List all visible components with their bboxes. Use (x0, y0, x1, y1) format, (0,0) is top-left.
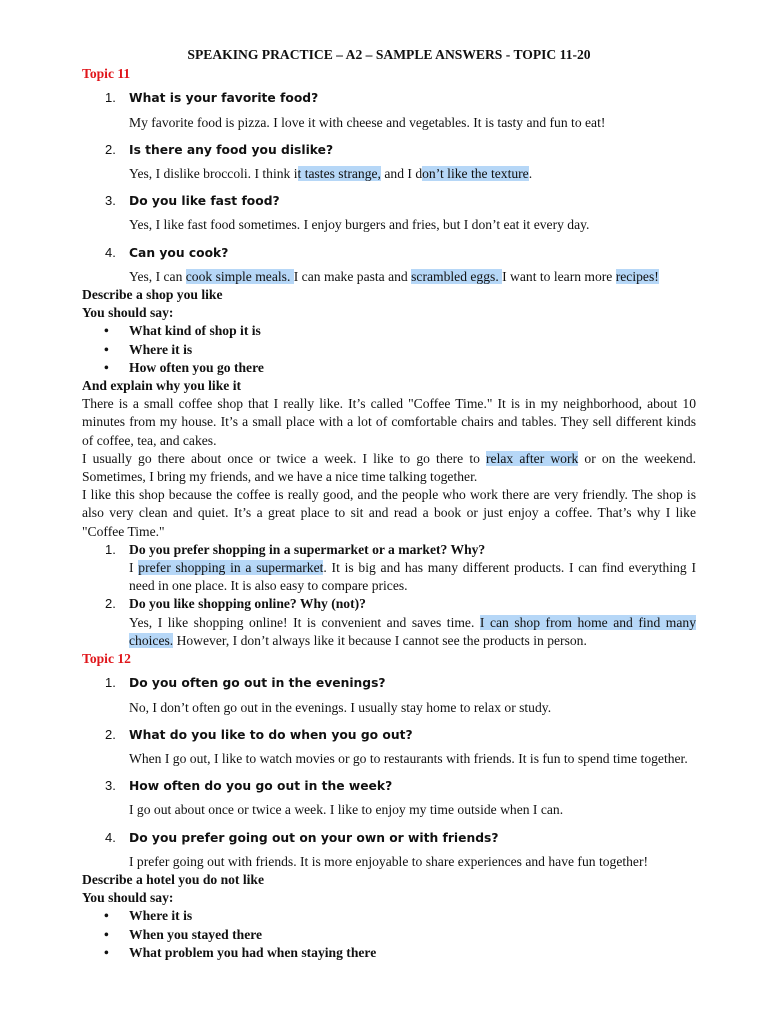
question-number: 4. (105, 244, 116, 260)
question-item (82, 829, 696, 847)
highlight: scrambled eggs. (411, 268, 503, 284)
bullet-item: • How often you go there (104, 359, 264, 375)
topic-12-heading: Topic 12 (82, 651, 131, 667)
question-item (82, 674, 696, 692)
cue-card-explain: And explain why you like it (82, 378, 242, 394)
bullet-item: • Where it is (104, 908, 193, 924)
highlight: recipes! (615, 268, 659, 284)
bullet-item: • When you stayed there (104, 926, 263, 942)
cue-card-heading: Describe a hotel you do not like (82, 871, 265, 887)
highlight: cook simple meals. (185, 268, 294, 284)
answer-text: I prefer going out with friends. It is more enjoyable to share experiences and have fun together! (129, 853, 649, 869)
question-item (82, 726, 696, 744)
paragraph: There is a small coffee shop that I really like. It’s called "Coffee Time." It is in my neighborhood, about 10 minutes from my house. It’s a small place with a lot of comfortable chairs and tables. They sell different kinds of coffee, tea, and cakes. (82, 396, 696, 448)
question-number: 2. (105, 726, 116, 742)
question-text: Is there any food you dislike? (129, 142, 334, 157)
question-number: 2. (105, 141, 116, 157)
topic-11-heading: Topic 11 (82, 66, 131, 82)
question-text: What do you like to do when you go out? (129, 727, 413, 742)
question-text: Do you like shopping online? Why (not)? (129, 596, 366, 612)
answer-text: I prefer shopping in a supermarket. It is big and has many different products. I can find everything I need in one place. It is also easy to compare prices. (129, 560, 696, 594)
answer-text: Yes, I like fast food sometimes. I enjoy burgers and fries, but I don’t eat it every day. (129, 217, 590, 233)
bullet-item: • What problem you had when staying there (104, 944, 377, 960)
answer-text: No, I don’t often go out in the evenings. I usually stay home to relax or study. (129, 699, 552, 715)
question-number: 3. (105, 778, 116, 794)
question-number: 4. (105, 829, 116, 845)
bullet-item: • Where it is (104, 341, 193, 357)
question-text: Do you like fast food? (129, 194, 280, 209)
followup-question (82, 595, 696, 613)
question-item (82, 192, 696, 210)
question-item (82, 244, 696, 262)
question-text: Can you cook? (129, 245, 229, 260)
highlight: t tastes strange, (297, 166, 381, 182)
question-text: Do you often go out in the evenings? (129, 676, 386, 691)
answer-text: Yes, I can cook simple meals. I can make pasta and scrambled eggs. I want to learn more recipes! (129, 268, 659, 284)
question-text: Do you prefer shopping in a supermarket or a market? Why? (129, 541, 486, 557)
highlight: on’t like the texture (422, 166, 529, 182)
cue-card-heading: Describe a shop you like (82, 287, 223, 303)
highlight: prefer shopping in a supermarket (138, 560, 324, 576)
followup-question (82, 541, 696, 559)
question-number: 1. (105, 541, 116, 557)
answer-text: Yes, I dislike broccoli. I think it tastes strange, and I don’t like the texture. (129, 166, 533, 182)
page-title: SPEAKING PRACTICE – A2 – SAMPLE ANSWERS - TOPIC 11-20 (187, 47, 591, 62)
bullet-item: • What kind of shop it is (104, 323, 261, 339)
question-text: What is your favorite food? (129, 91, 319, 106)
answer-text: Yes, I like shopping online! It is convenient and saves time. I can shop from home and find many choices. However, I don’t always like it because I cannot see the products in person. (129, 614, 697, 648)
question-number: 3. (105, 193, 116, 209)
answer-text: When I go out, I like to watch movies or go to restaurants with friends. It is fun to spend time together. (129, 750, 688, 766)
question-number: 2. (105, 596, 116, 612)
question-item (82, 777, 696, 795)
question-item (82, 89, 696, 107)
paragraph: I like this shop because the coffee is really good, and the people who work there are very friendly. The shop is also very clean and quiet. It’s a great place to sit and read a book or just enjoy a coffee. That’s why I like "Coffee Time." (82, 487, 696, 539)
document-page (82, 46, 696, 962)
question-number: 1. (105, 675, 116, 691)
highlight: I can shop from home and find many choices. (129, 614, 697, 648)
question-text: How often do you go out in the week? (129, 779, 393, 794)
question-text: Do you prefer going out on your own or with friends? (129, 830, 499, 845)
question-item (82, 141, 696, 159)
cue-card-say: You should say: (82, 305, 174, 321)
highlight: relax after work (486, 450, 579, 466)
question-number: 1. (105, 90, 116, 106)
answer-text: My favorite food is pizza. I love it with cheese and vegetables. It is tasty and fun to eat! (129, 114, 606, 130)
cue-card-say: You should say: (82, 890, 174, 906)
paragraph: I usually go there about once or twice a week. I like to go there to relax after work or on the weekend. Sometimes, I bring my friends, and we have a nice time talking together. (82, 450, 696, 485)
answer-text: I go out about once or twice a week. I like to enjoy my time outside when I can. (129, 802, 564, 818)
